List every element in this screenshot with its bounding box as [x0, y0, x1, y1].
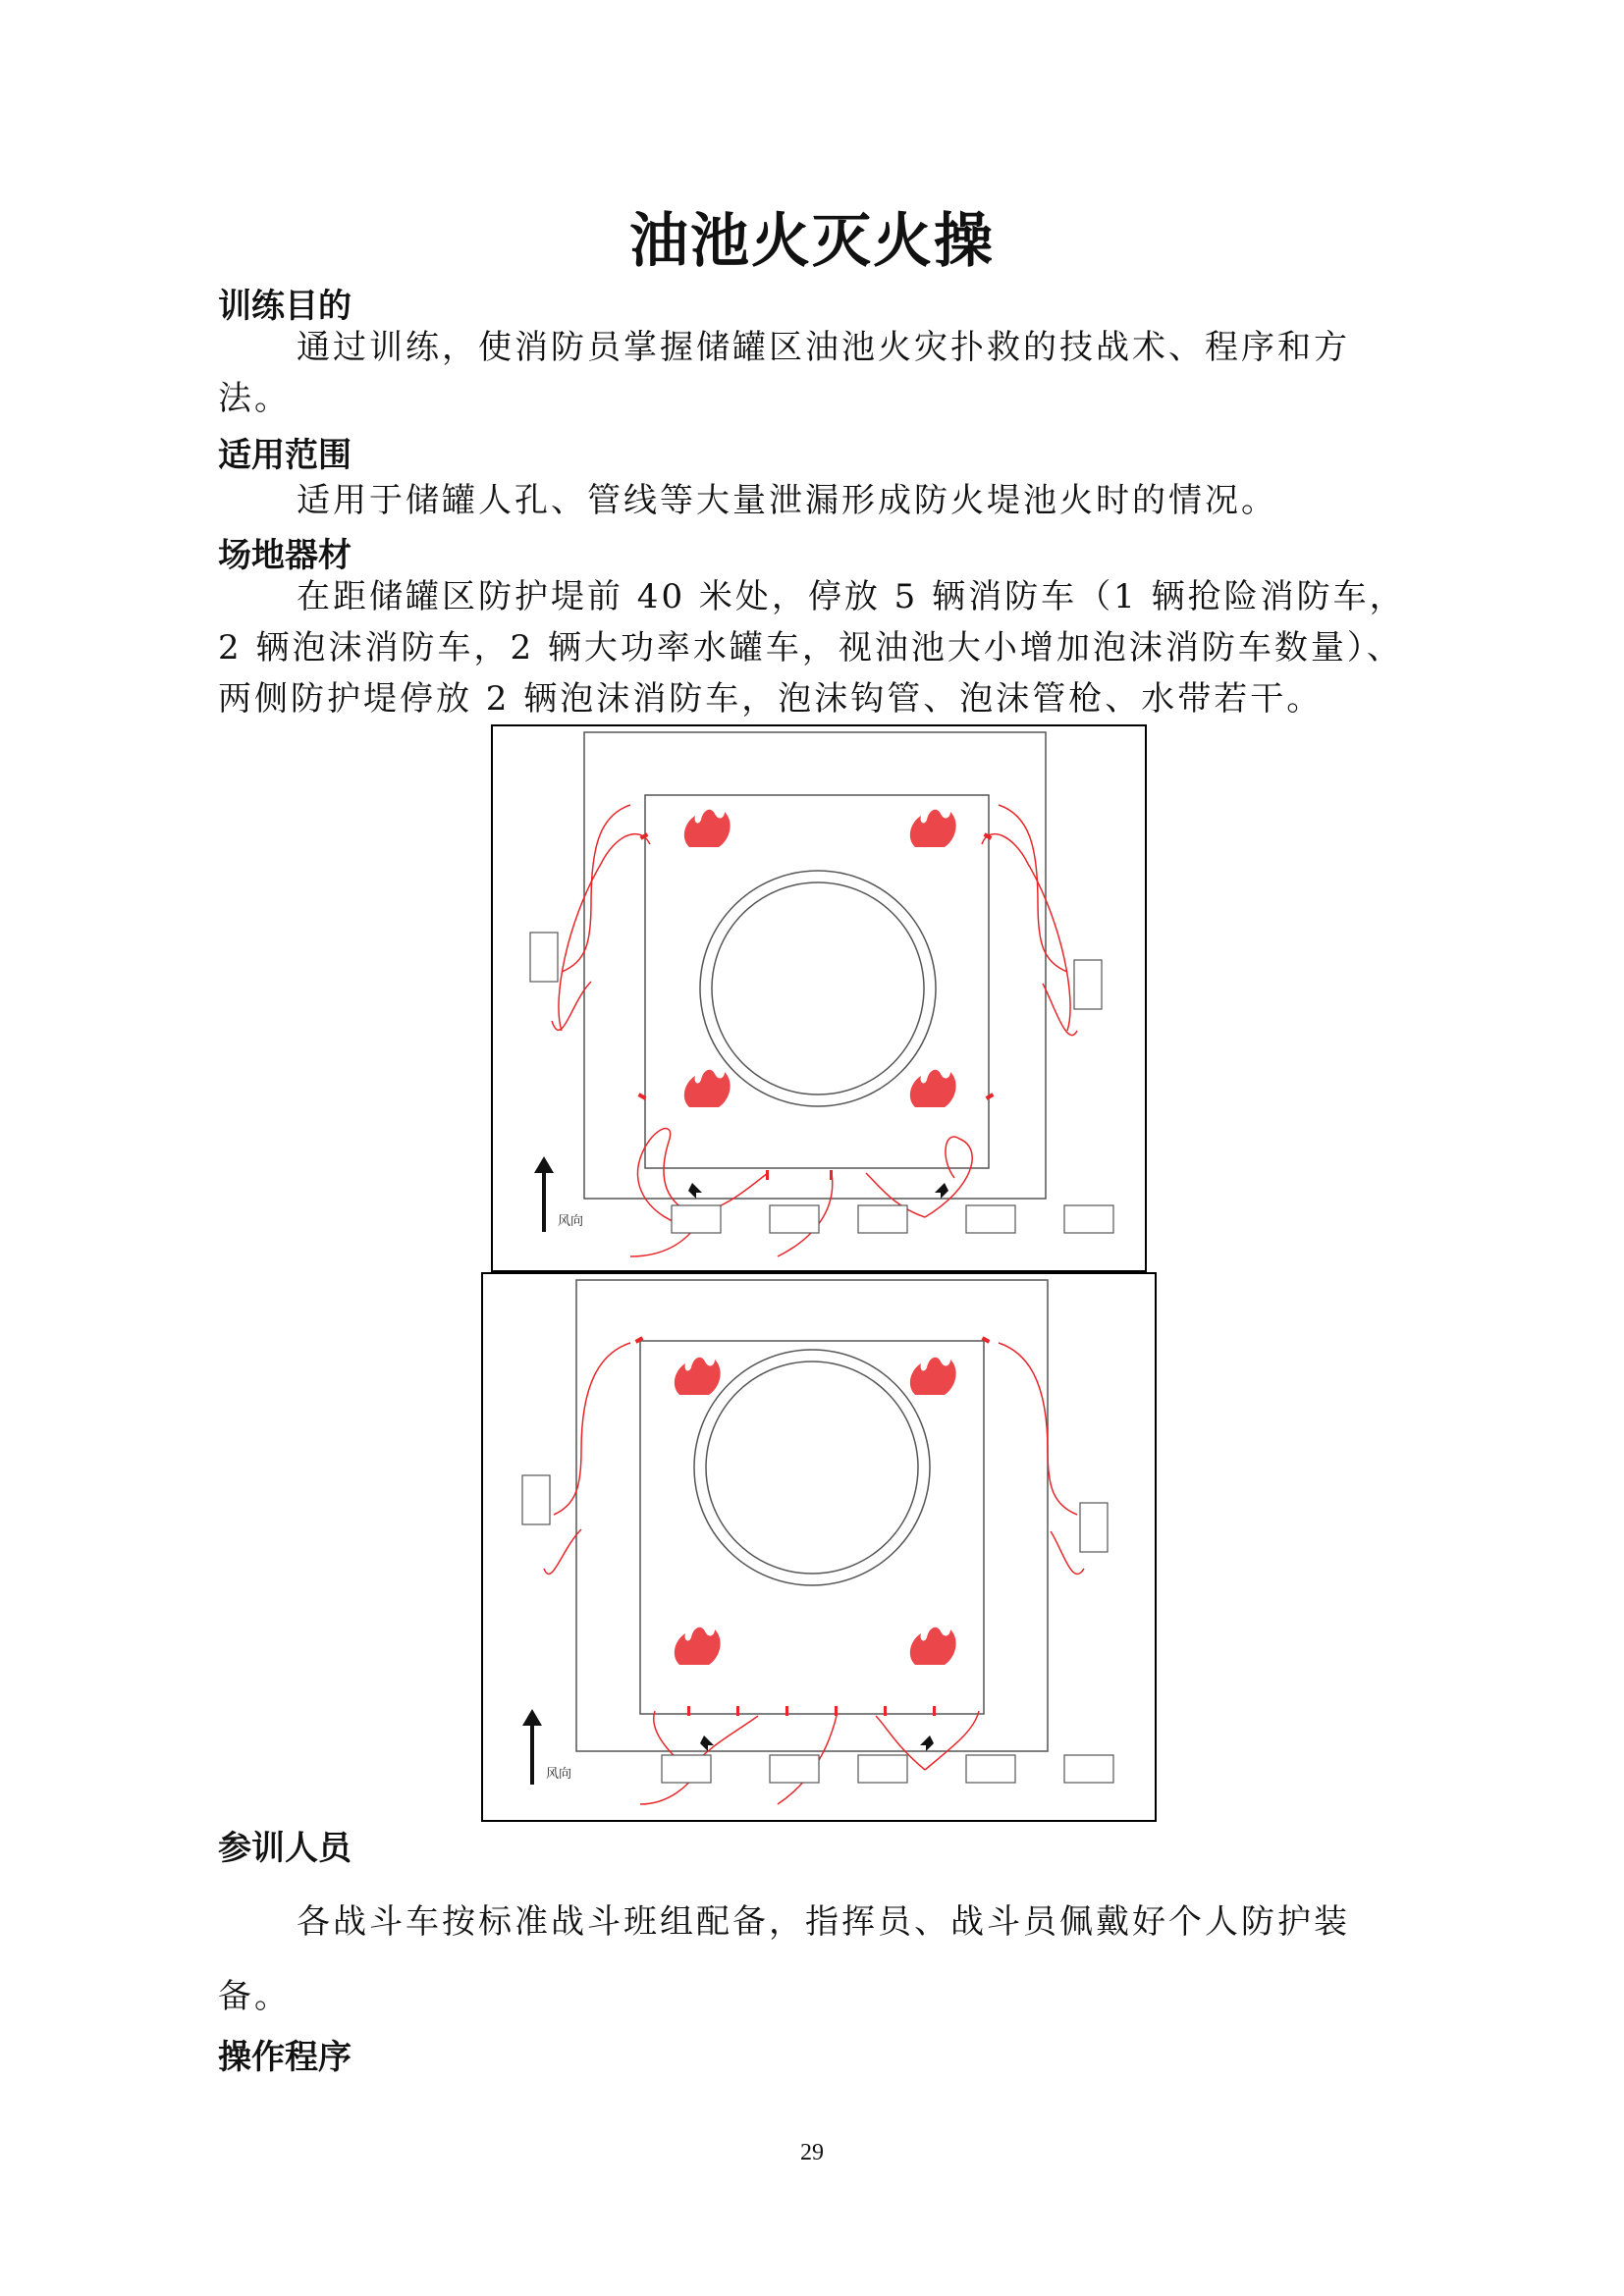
- section-text-purpose: 通过训练，使消防员掌握储罐区油池火灾扑救的技战术、程序和方法。: [218, 328, 1350, 418]
- fire-trucks: [522, 1475, 1113, 1783]
- flame-icons: [675, 1358, 956, 1665]
- flame-icons: [684, 810, 956, 1107]
- section-heading-procedure: 操作程序: [218, 2038, 352, 2077]
- section-heading-purpose: 训练目的: [218, 287, 352, 326]
- tank-outer: [700, 871, 936, 1106]
- wind-label: 风向: [558, 1214, 584, 1229]
- wind-label: 风向: [546, 1767, 572, 1782]
- dike-outline: [584, 732, 1046, 1199]
- wind-arrow: [522, 1709, 571, 1785]
- section-text-scope: 适用于储罐人孔、管线等大量泄漏形成防火堤池火时的情况。: [297, 481, 1277, 520]
- hose-lines: [552, 805, 1077, 1256]
- pool-outline: [645, 795, 989, 1168]
- fire-trucks: [530, 933, 1113, 1233]
- tank-outer: [694, 1350, 930, 1585]
- section-heading-scope: 适用范围: [218, 436, 352, 475]
- wind-arrow: [534, 1156, 583, 1232]
- section-heading-personnel: 参训人员: [218, 1829, 352, 1868]
- deployment-diagram-1: [491, 724, 1147, 1272]
- nozzle-marks: [638, 832, 995, 1180]
- page-number: 29: [800, 2140, 824, 2165]
- tank-inner: [712, 882, 924, 1095]
- foam-gun-arrows: [688, 1183, 948, 1199]
- dike-outline: [576, 1280, 1048, 1751]
- section-heading-equipment: 场地器材: [218, 536, 352, 575]
- section-text-personnel: 各战斗车按标准战斗班组配备，指挥员、战斗员佩戴好个人防护装备。: [218, 1902, 1350, 2016]
- page-title: 油池火灭火操: [629, 207, 995, 276]
- deployment-diagram-2: [481, 1272, 1157, 1822]
- section-text-equipment: 在距储罐区防护堤前 40 米处，停放 5 辆消防车（1 辆抢险消防车，2 辆泡沫消防车，2 辆大功率水罐车，视油池大小增加泡沫消防车数量）、两侧防护堤停放 2 辆泡沫消防车，泡沫钩管、泡沫管枪、水带若干。: [218, 577, 1406, 719]
- diagram-drawing: [493, 726, 1145, 1270]
- diagram-drawing: [483, 1274, 1155, 1820]
- tank-inner: [706, 1362, 918, 1574]
